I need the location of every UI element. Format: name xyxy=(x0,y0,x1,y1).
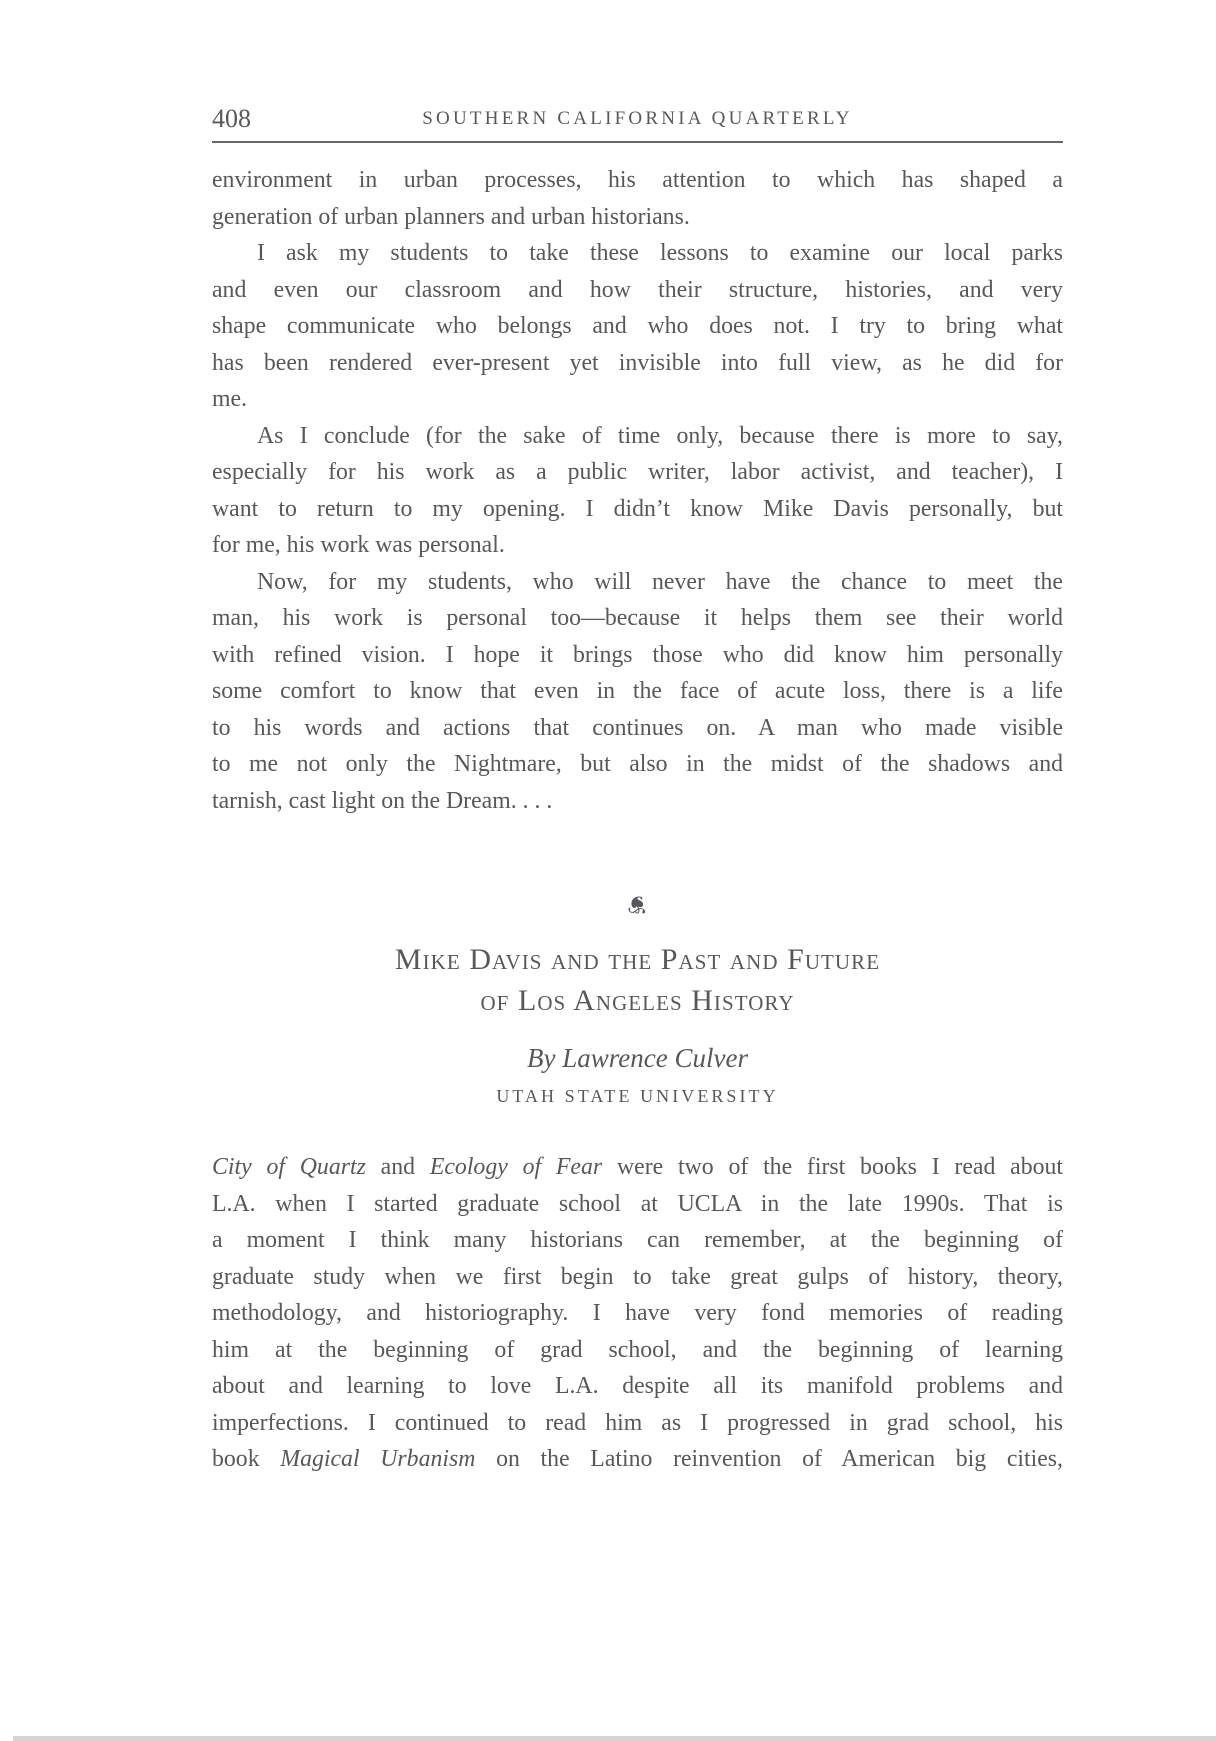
page-edge-bar xyxy=(13,1736,1216,1741)
text-line: some comfort to know that even in the face of acute loss, there is a life xyxy=(212,678,1063,704)
section-divider xyxy=(212,889,1063,923)
fleuron-icon: ❦ xyxy=(627,890,648,919)
text-line: a moment I think many historians can remember, at the beginning of xyxy=(212,1227,1063,1253)
text-line xyxy=(212,1441,1063,1478)
text-line: to me not only the Nightmare, but also in the midst of the shadows and xyxy=(212,751,1063,777)
paragraph xyxy=(212,564,1063,820)
text-line: imperfections. I continued to read him as I progressed in grad school, his xyxy=(212,1409,1063,1436)
book-title-italic: City of Quartz xyxy=(212,1154,366,1180)
byline: By Lawrence Culver xyxy=(527,1043,748,1073)
text-line: L.A. when I started graduate school at UCLA in the late 1990s. That is xyxy=(212,1190,1063,1217)
text-line: graduate study when we first begin to take great gulps of history, theory, xyxy=(212,1263,1063,1290)
running-header xyxy=(212,99,1063,135)
text-line: to his words and actions that continues on. A man who made visible xyxy=(212,714,1063,741)
paragraph xyxy=(212,235,1063,418)
text-line: and even our classroom and how their structure, histories, and very xyxy=(212,276,1063,303)
article-title-line1: Mike Davis and the Past and Future xyxy=(394,943,881,976)
book-title-italic: Magical Urbanism xyxy=(280,1446,476,1472)
text-line: has been rendered ever-present yet invisible into full view, as he did for xyxy=(212,349,1063,376)
text-segment: on the Latino reinvention of American big cities, xyxy=(475,1446,1063,1472)
text-line: especially for his work as a public writer, labor activist, and teacher), I xyxy=(212,459,1063,485)
journal-title: SOUTHERN CALIFORNIA QUARTERLY xyxy=(422,108,853,129)
text-line: with refined vision. I hope it brings those who did know him personally xyxy=(212,641,1063,668)
text-line: environment in urban processes, his attention to which has shaped a xyxy=(212,167,1063,193)
text-line: methodology, and historiography. I have very fond memories of reading xyxy=(212,1300,1063,1326)
text-line: I ask my students to take these lessons to examine our local parks xyxy=(257,240,1063,266)
text-segment: and xyxy=(365,1154,430,1180)
text-line: generation of urban planners and urban historians. xyxy=(212,203,690,230)
text-line: him at the beginning of grad school, and the beginning of learning xyxy=(212,1336,1063,1363)
new-essay-opening-paragraph xyxy=(212,1149,1063,1478)
text-segment: were two of the first books I read about xyxy=(602,1154,1064,1180)
header-rule xyxy=(212,141,1063,143)
article-title xyxy=(212,939,1063,1021)
author-affiliation: UTAH STATE UNIVERSITY xyxy=(496,1086,779,1106)
text-line: want to return to my opening. I didn’t know Mike Davis personally, but xyxy=(212,495,1063,522)
text-line: for me, his work was personal. xyxy=(212,532,505,558)
text-line: man, his work is personal too—because it helps them see their world xyxy=(212,605,1063,631)
text-line: tarnish, cast light on the Dream. . . . xyxy=(212,787,553,814)
text-line: about and learning to love L.A. despite all its manifold problems and xyxy=(212,1373,1063,1399)
text-line: me. xyxy=(212,386,248,412)
text-line: As I conclude (for the sake of time only, because there is more to say, xyxy=(257,422,1063,449)
text-segment: book xyxy=(212,1446,281,1472)
page-text-block xyxy=(212,0,1063,1478)
paragraph xyxy=(212,162,1063,235)
article-title-line2: of Los Angeles History xyxy=(480,984,795,1017)
text-line xyxy=(212,1149,1063,1186)
text-line: shape communicate who belongs and who does not. I try to bring what xyxy=(212,313,1063,339)
text-line: Now, for my students, who will never have the chance to meet the xyxy=(257,568,1063,595)
paragraph xyxy=(212,418,1063,564)
page-number: 408 xyxy=(212,104,251,133)
essay-end-body xyxy=(212,162,1063,819)
book-title-italic: Ecology of Fear xyxy=(429,1154,603,1180)
